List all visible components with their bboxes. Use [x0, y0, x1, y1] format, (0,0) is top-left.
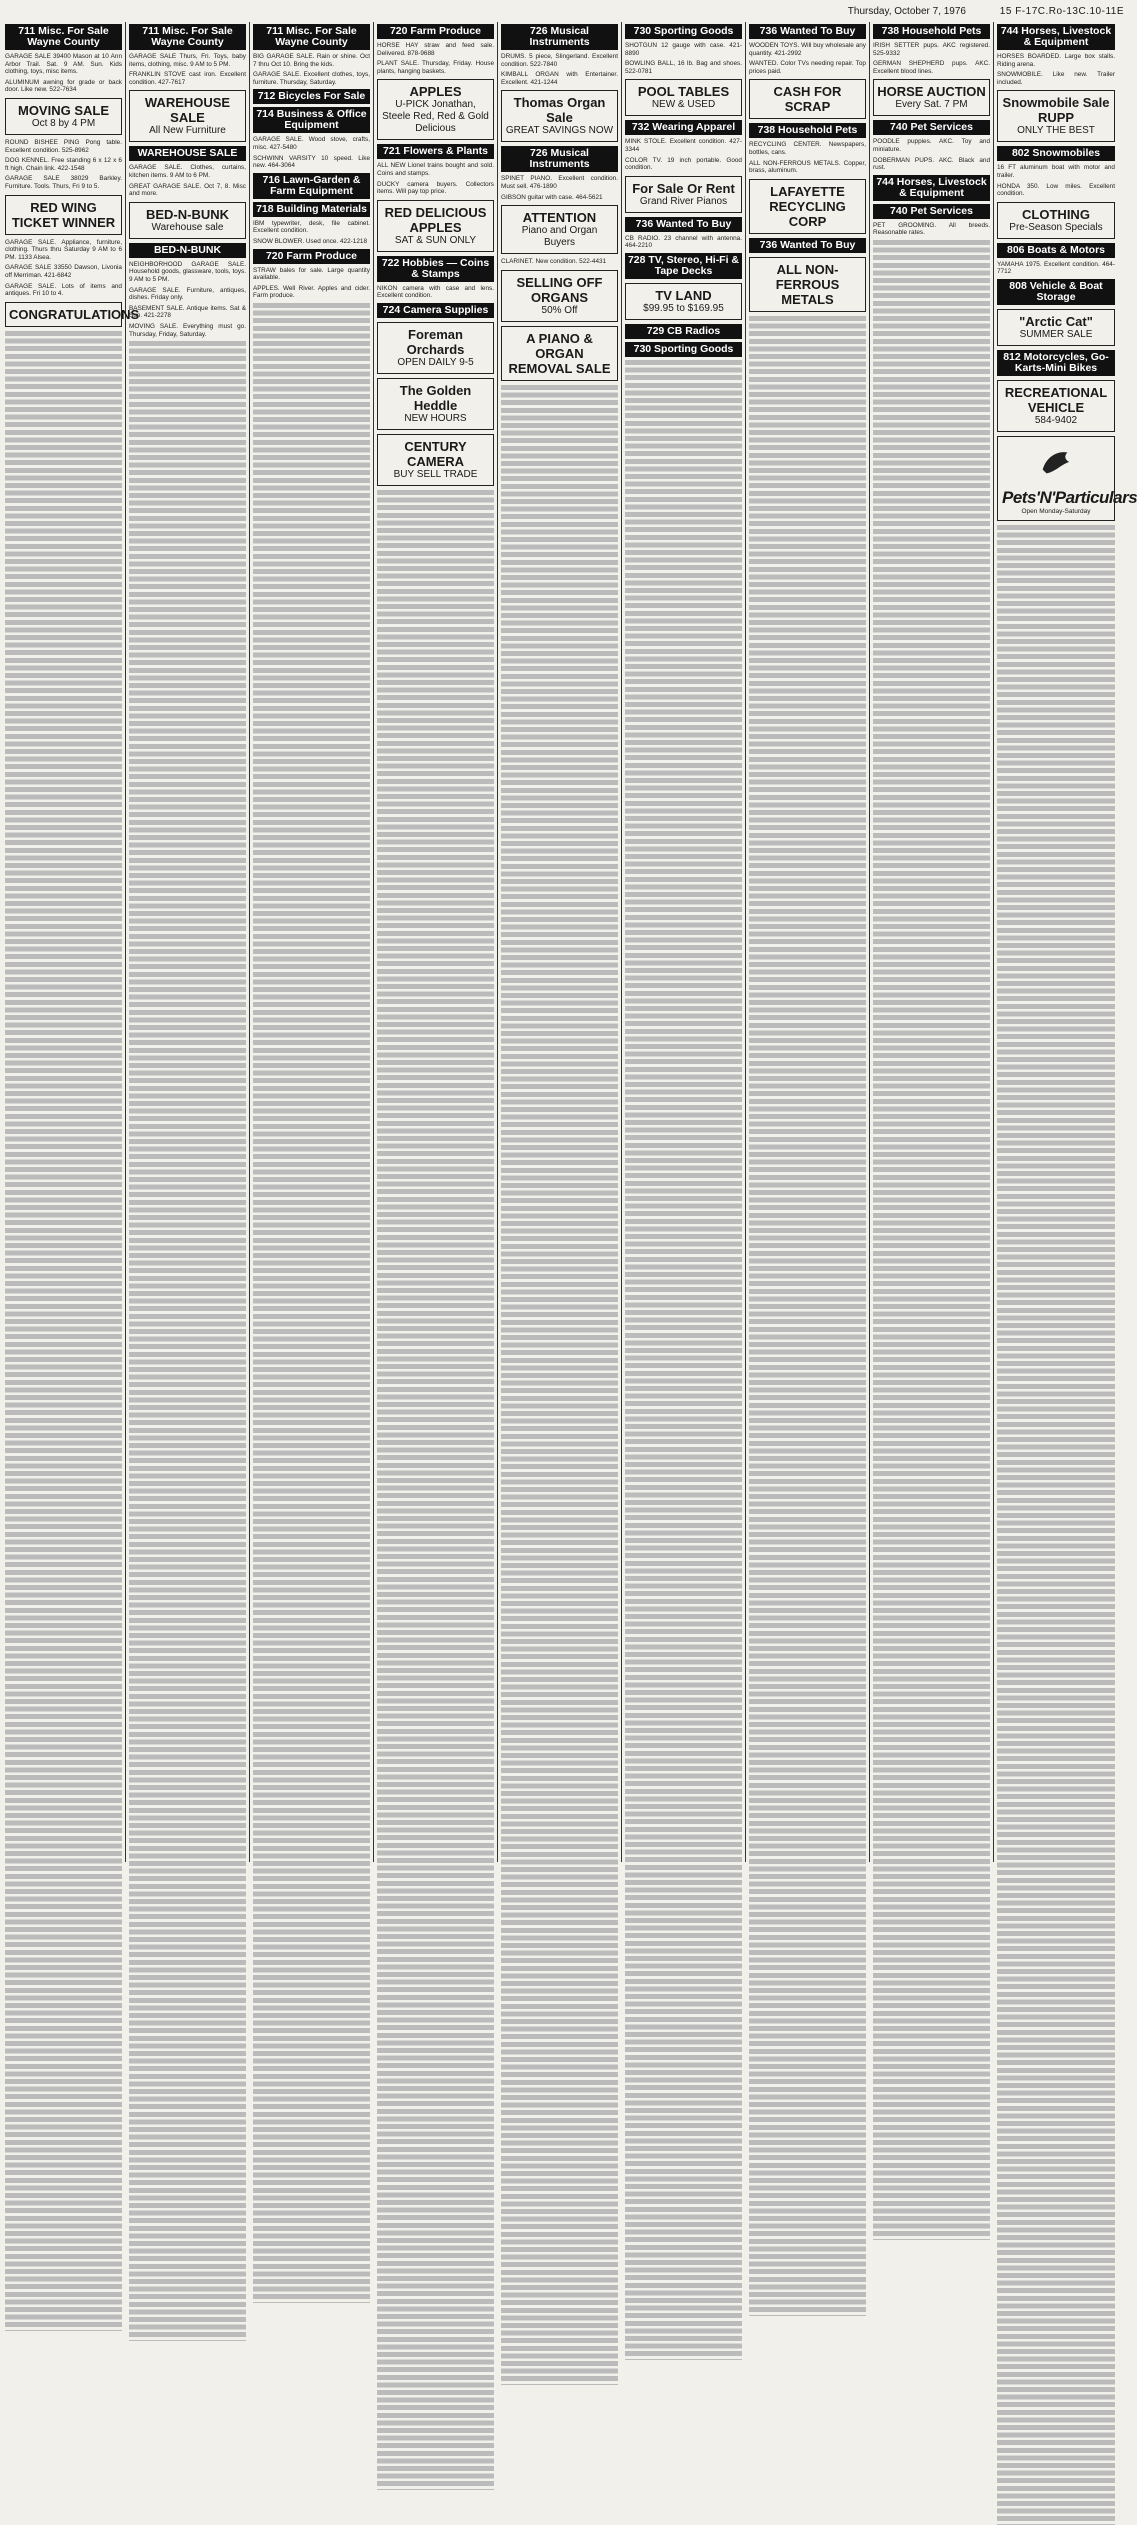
- display-ad-text: SUMMER SALE: [1019, 328, 1093, 340]
- store-logo: [997, 436, 1137, 521]
- display-ad: [749, 179, 866, 234]
- section-header: 802 Snowmobiles: [997, 146, 1115, 161]
- display-ad-text: $99.95 to $169.95: [643, 302, 724, 314]
- display-ad-title: APPLES: [409, 84, 462, 100]
- column-4: [374, 22, 498, 1862]
- display-ad-text: U-PICK Jonathan, Steele Red, Red & Gold Delicious: [382, 99, 489, 135]
- classified-ad: GARAGE SALE. Clothes, curtains, kitchen items. 9 AM to 6 PM.: [129, 164, 246, 179]
- display-ad: [377, 200, 494, 252]
- classified-ad: GERMAN SHEPHERD pups. AKC. Excellent blood lines.: [873, 60, 990, 75]
- newsprint-texture: [129, 341, 246, 2341]
- display-ad-title: Thomas Organ Sale: [513, 95, 606, 126]
- header-date: Thursday, October 7, 1976: [847, 6, 966, 17]
- section-header: 808 Vehicle & Boat Storage: [997, 279, 1115, 305]
- classified-ad: PET GROOMING. All breeds. Reasonable rates.: [873, 221, 990, 237]
- classified-ad: GIBSON guitar with case. 464-5621: [501, 193, 603, 201]
- column-9: [994, 22, 1137, 1862]
- classified-ad: ALL NON-FERROUS METALS. Copper, brass, aluminum.: [749, 159, 866, 175]
- display-ad: [5, 302, 140, 327]
- section-header: 806 Boats & Motors: [997, 243, 1115, 258]
- display-ad-text: GREAT SAVINGS NOW: [505, 125, 614, 137]
- display-ad: [501, 90, 618, 142]
- section-header: 711 Misc. For Sale Wayne County: [129, 24, 246, 50]
- classified-ad: RECYCLING CENTER. Newspapers, bottles, cans.: [749, 141, 866, 156]
- section-header: 716 Lawn-Garden & Farm Equipment: [253, 173, 370, 199]
- classified-ad: BIG GARAGE SALE. Rain or shine. Oct 7 thru Oct 10. Bring the kids.: [253, 53, 370, 68]
- display-ad-title: POOL TABLES: [637, 84, 730, 100]
- classified-ad: DRUMS. 5 piece, Slingerland. Excellent condition. 522-7840: [501, 53, 618, 68]
- display-ad: [129, 202, 246, 239]
- bird-icon: [1037, 443, 1075, 481]
- section-header: 730 Sporting Goods: [625, 342, 742, 357]
- display-ad-text: Warehouse sale: [151, 221, 224, 233]
- newsprint-texture: [873, 240, 990, 2240]
- display-ad-text: Grand River Pianos: [639, 195, 728, 207]
- display-ad-title: A PIANO & ORGAN REMOVAL SALE: [508, 330, 611, 376]
- column-6: [622, 22, 746, 1862]
- display-ad-title: WAREHOUSE SALE: [144, 95, 231, 126]
- store-name: Pets'N'Particulars: [1002, 487, 1137, 507]
- classified-ad: APPLES. Well River. Apples and cider. Farm produce.: [253, 284, 370, 300]
- classified-ad: YAMAHA 1975. Excellent condition. 464-7712: [997, 260, 1115, 276]
- classified-ad: MOVING SALE. Everything must go. Thursday, Friday, Saturday.: [129, 322, 246, 338]
- classified-ad: SCHWINN VARSITY 10 speed. Like new. 464-3064: [253, 154, 370, 170]
- section-header: 721 Flowers & Plants: [377, 144, 494, 159]
- newsprint-texture: [501, 385, 618, 2385]
- header-page: 15 F-17C.Ro-13C.10-11E: [999, 6, 1124, 17]
- display-ad-text: Every Sat. 7 PM: [895, 99, 968, 111]
- classified-ad: NEIGHBORHOOD GARAGE SALE. Household goods, glassware, tools, toys. 9 AM to 5 PM.: [129, 260, 246, 283]
- display-ad-text: Oct 8 by 4 PM: [31, 117, 96, 129]
- classified-ad: WANTED. Color TVs needing repair. Top prices paid.: [749, 60, 866, 75]
- display-ad-title: Snowmobile Sale RUPP: [1002, 95, 1110, 126]
- display-ad: [377, 434, 494, 486]
- display-ad-title: MOVING SALE: [17, 102, 109, 118]
- section-header: 720 Farm Produce: [377, 24, 494, 39]
- section-header: 720 Farm Produce: [253, 249, 370, 264]
- display-ad-text: Pre-Season Specials: [1009, 221, 1103, 233]
- classified-ad: FRANKLIN STOVE cast iron. Excellent condition. 427-7617: [129, 71, 246, 86]
- display-ad: [997, 380, 1115, 432]
- column-5: [498, 22, 622, 1862]
- classified-ad: BOWLING BALL, 16 lb. Bag and shoes. 522-0781: [625, 60, 742, 75]
- display-ad-title: The Golden Heddle: [399, 382, 472, 413]
- display-ad-title: HORSE AUCTION: [877, 84, 986, 100]
- section-header: 736 Wanted To Buy: [625, 217, 742, 232]
- classified-ad: PLANT SALE. Thursday, Friday. House plants, hanging baskets.: [377, 60, 494, 75]
- display-ad-text: 584-9402: [1034, 414, 1078, 426]
- newsprint-texture: [997, 525, 1115, 2525]
- display-ad: [997, 309, 1115, 346]
- display-ad-title: For Sale Or Rent: [632, 180, 735, 196]
- newsprint-texture: [253, 303, 370, 2303]
- display-ad: [997, 90, 1115, 142]
- display-ad: [997, 202, 1115, 239]
- column-8: [870, 22, 994, 1862]
- display-ad-text: 50% Off: [541, 304, 578, 316]
- classified-ad: SNOWMOBILE. Like new. Trailer included.: [997, 71, 1115, 86]
- classified-ad: DOBERMAN PUPS. AKC. Black and rust.: [873, 156, 990, 172]
- display-ad: [749, 79, 866, 119]
- display-ad-title: ATTENTION: [522, 210, 597, 226]
- classified-ad: ALL NEW Lionel trains bought and sold. Coins and stamps.: [377, 162, 494, 177]
- display-ad: [873, 79, 990, 116]
- newsprint-texture: [625, 360, 742, 2360]
- section-header: 711 Misc. For Sale Wayne County: [253, 24, 370, 50]
- display-ad: [377, 322, 494, 374]
- section-header: 724 Camera Supplies: [377, 303, 494, 318]
- classified-ad: KIMBALL ORGAN with Entertainer. Excellent. 421-1244: [501, 71, 618, 86]
- display-ad: [377, 79, 494, 140]
- display-ad: [501, 326, 618, 381]
- column-3: [250, 22, 374, 1862]
- section-header: 736 Wanted To Buy: [749, 238, 866, 253]
- display-ad-title: CLOTHING: [1022, 206, 1090, 222]
- classified-ad: WOODEN TOYS. Will buy wholesale any quantity. 421-2992: [749, 42, 866, 57]
- display-ad: [625, 283, 742, 320]
- section-header: 729 CB Radios: [625, 324, 742, 339]
- newsprint-texture: [5, 331, 122, 2331]
- classified-ad: HORSES BOARDED. Large box stalls. Riding arena.: [997, 53, 1115, 68]
- display-ad-title: RED WING TICKET WINNER: [11, 199, 116, 230]
- classified-ad: HONDA 350. Low miles. Excellent condition.: [997, 182, 1115, 198]
- display-ad-title: BED-N-BUNK: [145, 206, 230, 222]
- classified-ad: BASEMENT SALE. Antique items. Sat & Sun. 421-2278: [129, 304, 246, 320]
- display-ad-title: RECREATIONAL VEHICLE: [1004, 384, 1108, 415]
- display-ad-title: "Arctic Cat": [1019, 313, 1093, 329]
- section-header: 726 Musical Instruments: [501, 24, 618, 50]
- display-ad-title: CENTURY CAMERA: [404, 438, 467, 469]
- classified-columns: [2, 22, 1137, 1862]
- section-header: 714 Business & Office Equipment: [253, 107, 370, 133]
- display-ad-title: RED DELICIOUS APPLES: [384, 204, 487, 235]
- classified-ad: IRISH SETTER pups. AKC registered. 525-9332: [873, 42, 990, 57]
- display-ad-text: NEW & USED: [651, 99, 716, 111]
- display-ad: [501, 270, 618, 322]
- section-header: 740 Pet Services: [873, 120, 990, 135]
- classified-ad: ROUND BISHEE PING Pong table. Excellent condition. 525-8962: [5, 138, 122, 154]
- classified-ad: SPINET PIANO. Excellent condition. Must sell. 476-1890: [501, 175, 618, 190]
- section-header: 732 Wearing Apparel: [625, 120, 742, 135]
- newsprint-texture: [377, 490, 494, 2490]
- section-header: 744 Horses, Livestock & Equipment: [997, 24, 1115, 50]
- classified-ad: IBM typewriter, desk, file cabinet. Excellent condition.: [253, 219, 370, 235]
- display-ad: [625, 176, 742, 213]
- classified-ad: GARAGE SALE 38029 Barkley. Furniture. Tools. Thurs, Fri 9 to 5.: [5, 175, 122, 190]
- classified-ad: STRAW bales for sale. Large quantity available.: [253, 266, 370, 282]
- section-header: 712 Bicycles For Sale: [253, 89, 370, 104]
- classified-ad: ALUMINUM awning for grade or back door. Like new. 522-7634: [5, 78, 122, 94]
- section-header: 812 Motorcycles, Go-Karts-Mini Bikes: [997, 350, 1115, 376]
- section-header: 722 Hobbies — Coins & Stamps: [377, 256, 494, 282]
- display-ad: [749, 257, 866, 312]
- section-header: 736 Wanted To Buy: [749, 24, 866, 39]
- store-hours: Open Monday-Saturday: [1021, 507, 1091, 515]
- display-ad-title: LAFAYETTE RECYCLING CORP: [769, 183, 846, 229]
- classified-ad: GARAGE SALE. Excellent clothes, toys, furniture. Thursday, Saturday.: [253, 71, 370, 86]
- display-ad: [129, 90, 246, 142]
- classified-ad: GREAT GARAGE SALE. Oct 7, 8. Misc and more.: [129, 182, 246, 198]
- display-ad: [625, 79, 742, 116]
- classified-ad: SNOW BLOWER. Used once. 422-1218: [253, 237, 368, 245]
- display-ad: [501, 205, 618, 254]
- display-ad-title: CONGRATULATIONS: [9, 306, 140, 322]
- section-header: BED-N-BUNK: [129, 243, 246, 258]
- classified-ad: CLARINET. New condition. 522-4431: [501, 258, 607, 266]
- classified-ad: GARAGE SALE. Lots of items and antiques. Fri 10 to 4.: [5, 282, 122, 298]
- classified-ad: DUCKY camera buyers. Collectors items. Will pay top price.: [377, 180, 494, 196]
- section-header: 738 Household Pets: [873, 24, 990, 39]
- section-header: WAREHOUSE SALE: [129, 146, 246, 161]
- classified-ad: GARAGE SALE 33550 Dawson, Livonia off Merriman. 421-6842: [5, 264, 122, 279]
- display-ad-text: SAT & SUN ONLY: [394, 234, 477, 246]
- section-header: 726 Musical Instruments: [501, 146, 618, 172]
- display-ad: [5, 98, 122, 135]
- display-ad-title: SELLING OFF ORGANS: [516, 274, 603, 305]
- section-header: 730 Sporting Goods: [625, 24, 742, 39]
- display-ad: [5, 195, 122, 235]
- classified-ad: HORSE HAY straw and feed sale. Delivered. 878-9688: [377, 42, 494, 57]
- classified-ad: POODLE puppies. AKC. Toy and miniature.: [873, 138, 990, 153]
- classified-ad: GARAGE SALE. Furniture, antiques, dishes. Friday only.: [129, 286, 246, 302]
- display-ad-text: NEW HOURS: [404, 412, 467, 424]
- section-header: 728 TV, Stereo, Hi-Fi & Tape Decks: [625, 253, 742, 279]
- classified-ad: GARAGE SALE. Appliance, furniture, clothing. Thurs thru Saturday 9 AM to 6 PM. 1133 Alsea.: [5, 238, 122, 261]
- display-ad-title: Foreman Orchards: [406, 326, 465, 357]
- section-header: 740 Pet Services: [873, 204, 990, 219]
- classified-ad: GARAGE SALE Thurs, Fri. Toys, baby items, clothing, misc. 9 AM to 5 PM.: [129, 53, 246, 68]
- display-ad: [377, 378, 494, 430]
- classified-ad: CB RADIO. 23 channel with antenna. 464-2210: [625, 234, 742, 250]
- display-ad-text: OPEN DAILY 9-5: [397, 356, 474, 368]
- display-ad-title: TV LAND: [655, 287, 712, 303]
- section-header: 744 Horses, Livestock & Equipment: [873, 175, 990, 201]
- classified-ad: GARAGE SALE. Wood stove, crafts, misc. 427-5480: [253, 136, 370, 151]
- display-ad-title: CASH FOR SCRAP: [773, 84, 842, 115]
- classified-ad: 16 FT aluminum boat with motor and trailer.: [997, 164, 1115, 179]
- display-ad-text: ONLY THE BEST: [1017, 125, 1095, 137]
- display-ad-text: BUY SELL TRADE: [393, 468, 478, 480]
- classified-ad: MINK STOLE. Excellent condition. 427-3344: [625, 138, 742, 153]
- page-header: [0, 0, 1136, 22]
- classified-ad: COLOR TV. 19 inch portable. Good condition.: [625, 156, 742, 172]
- section-header: 711 Misc. For Sale Wayne County: [5, 24, 122, 50]
- classified-ad: GARAGE SALE 39400 Mason at 10 Ann Arbor Trail. Sat. 9 AM. Sun. Kids clothing, toys, misc items.: [5, 53, 122, 76]
- column-1: [2, 22, 140, 1862]
- display-ad-text: All New Furniture: [149, 125, 226, 137]
- display-ad-title: ALL NON-FERROUS METALS: [775, 261, 840, 307]
- newsprint-texture: [749, 316, 866, 2316]
- section-header: 718 Building Materials: [253, 202, 370, 217]
- classified-ad: SHOTGUN 12 gauge with case. 421-8890: [625, 42, 742, 57]
- classified-ad: NIKON camera with case and lens. Excellent condition.: [377, 284, 494, 300]
- column-7: [746, 22, 870, 1862]
- column-2: [126, 22, 250, 1862]
- display-ad-text: Piano and Organ Buyers: [521, 225, 598, 249]
- classified-ad: DOG KENNEL. Free standing 6 x 12 x 6 ft high. Chain link. 422-1548: [5, 157, 122, 172]
- section-header: 738 Household Pets: [749, 123, 866, 138]
